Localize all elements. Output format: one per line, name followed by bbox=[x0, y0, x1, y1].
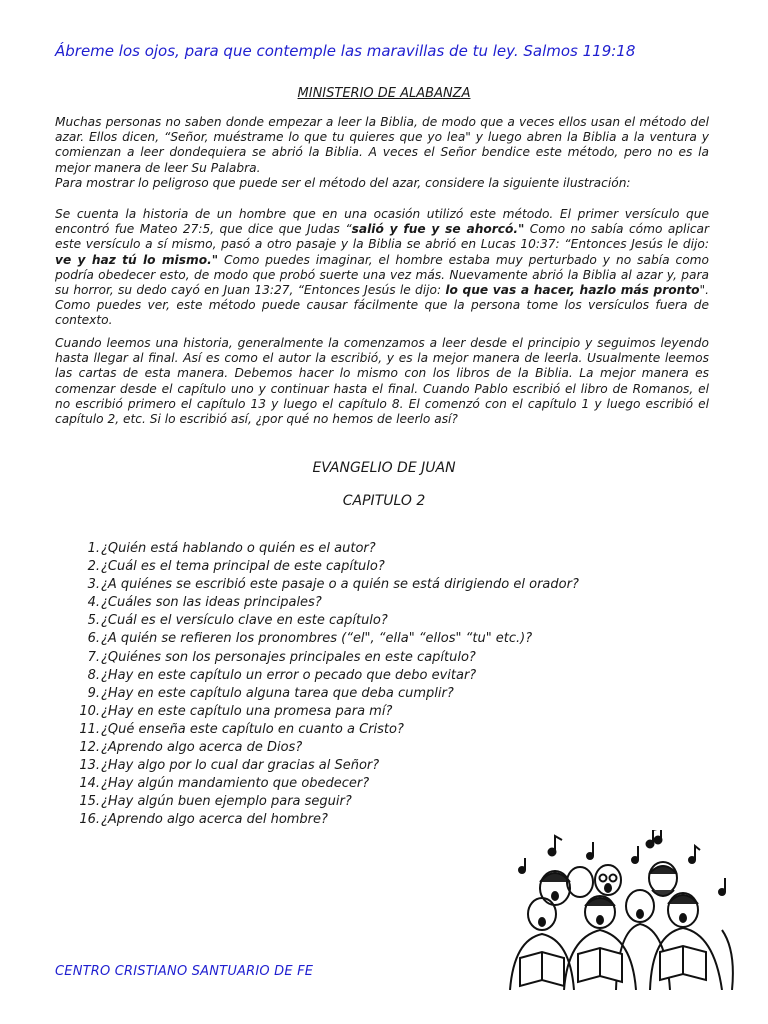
header-verse: Ábreme los ojos, para que contemple las maravillas de tu ley. Salmos 119:18 bbox=[55, 42, 636, 60]
p2-bold-2: ve y haz tú lo mismo." bbox=[55, 252, 219, 267]
question-text: ¿Hay algo por lo cual dar gracias al Señor? bbox=[101, 758, 380, 774]
question-item bbox=[55, 612, 675, 630]
page-title: MINISTERIO DE ALABANZA bbox=[297, 86, 471, 101]
question-number: 4. bbox=[87, 595, 100, 611]
question-item bbox=[55, 811, 675, 829]
question-item bbox=[55, 721, 675, 739]
question-text: ¿A quiénes se escribió este pasaje o a quién se está dirigiendo el orador? bbox=[101, 577, 579, 593]
question-number: 10. bbox=[79, 703, 100, 719]
intro-paragraph-1-text: Muchas personas no saben donde empezar a leer la Biblia, de modo que a veces ellos usan el método del azar. Ellos dicen, “Señor, muéstrame lo que tu quieres que yo lea" y luego abren la Biblia a la ventura y comienzan a leer dondequiera se abrió la Biblia. A veces el Señor bendice este método, pero no es la mejor manera de leer Su Palabra. bbox=[55, 115, 709, 175]
question-text: ¿Hay en este capítulo un error o pecado que debo evitar? bbox=[101, 667, 477, 683]
question-text: ¿Cuál es el versículo clave en este capítulo? bbox=[101, 613, 388, 629]
music-note-icon bbox=[519, 830, 725, 895]
p2-text-e: ". Como puedes ver, este método puede causar fácilmente que la persona tome los versículos fuera de contexto. bbox=[55, 283, 709, 328]
question-list bbox=[55, 540, 675, 830]
question-number: 15. bbox=[79, 794, 100, 810]
question-item bbox=[55, 703, 675, 721]
question-item bbox=[55, 630, 675, 648]
footer-org: CENTRO CRISTIANO SANTUARIO DE FE bbox=[55, 964, 314, 979]
question-item bbox=[55, 576, 675, 594]
question-number: 14. bbox=[79, 776, 100, 792]
question-text: ¿Quién está hablando o quién es el autor? bbox=[101, 541, 376, 556]
question-text: ¿Aprendo algo acerca de Dios? bbox=[101, 740, 303, 756]
intro-paragraph-1b-text: Para mostrar lo peligroso que puede ser el método del azar, considere la siguiente ilustración: bbox=[55, 175, 631, 190]
question-number: 11. bbox=[79, 721, 100, 737]
book-heading: EVANGELIO DE JUAN bbox=[312, 460, 456, 476]
question-number: 6. bbox=[87, 631, 100, 647]
question-number: 9. bbox=[87, 685, 100, 701]
p2-text-a: Se cuenta la historia de un hombre que en una ocasión utilizó este método. El primer versículo que encontró fue Mateo 27:5, que dice que Judas “ bbox=[55, 207, 709, 237]
intro-paragraph-1 bbox=[55, 115, 709, 191]
p2-text-d: Como puedes imaginar, el hombre estaba muy perturbado y no sabía como podría obedecer esto, de modo que probó suerte una vez más. Nuevamente abrió la Biblia al azar y, para su horror, su dedo cayó en Juan 13:27, “Entonces Jesús le dijo: bbox=[55, 252, 709, 298]
p2-bold-3: lo que vas a hacer, hazlo más pronto bbox=[445, 283, 700, 298]
question-text: ¿Quiénes son los personajes principales en este capítulo? bbox=[101, 649, 476, 665]
p2-text-c: Como no sabía cómo aplicar este versículo a sí mismo, pasó a otro pasaje y la Biblia se abrió en Lucas 10:37: “Entonces Jesús le dijo: bbox=[55, 222, 710, 252]
question-number: 1. bbox=[87, 541, 100, 556]
question-number: 7. bbox=[87, 649, 100, 665]
question-item bbox=[55, 540, 675, 558]
p2-bold-1: salió y fue y se ahorcó." bbox=[351, 222, 525, 237]
question-text: ¿Hay en este capítulo una promesa para mí? bbox=[101, 703, 393, 719]
question-text: ¿Cuál es el tema principal de este capítulo? bbox=[101, 559, 385, 575]
question-text: ¿Cuáles son las ideas principales? bbox=[101, 595, 322, 611]
choir-illustration bbox=[500, 830, 740, 990]
question-item bbox=[55, 739, 675, 757]
question-number: 2. bbox=[87, 559, 100, 575]
intro-paragraph-3: Cuando leemos una historia, generalmente la comenzamos a leer desde el principio y seguimos leyendo hasta llegar al final. Así es como el autor la escribió, y es la mejor manera de leerla. Usualmente leemos las cartas de esta manera. Debemos hacer lo mismo con los libros de la Biblia. La mejor manera es comenzar desde el capítulo uno y continuar hasta el final. Cuando Pablo escribió el libro de Romanos, el no escribió primero el capítulo 13 y luego el capítulo 8. El comenzó con el capítulo 1 y luego escribió el capítulo 2, etc. Si lo escribió así, ¿por qué no hemos de leerlo así? bbox=[55, 336, 709, 427]
question-item bbox=[55, 594, 675, 612]
question-text: ¿Qué enseña este capítulo en cuanto a Cristo? bbox=[101, 721, 404, 737]
question-number: 13. bbox=[79, 758, 100, 774]
question-item bbox=[55, 685, 675, 703]
question-item bbox=[55, 775, 675, 793]
question-item bbox=[55, 649, 675, 667]
question-text: ¿Hay algún buen ejemplo para seguir? bbox=[101, 794, 352, 810]
question-number: 3. bbox=[87, 577, 100, 593]
intro-paragraph-2 bbox=[55, 207, 709, 329]
chapter-heading: CAPITULO 2 bbox=[342, 493, 426, 509]
question-item bbox=[55, 667, 675, 685]
question-text: ¿Aprendo algo acerca del hombre? bbox=[101, 812, 328, 828]
question-text: ¿A quién se refieren los pronombres (“el", “ella" “ellos" “tu" etc.)? bbox=[101, 631, 533, 647]
question-text: ¿Hay algún mandamiento que obedecer? bbox=[101, 776, 370, 792]
question-number: 12. bbox=[79, 740, 100, 756]
question-number: 5. bbox=[87, 613, 100, 629]
question-text: ¿Hay en este capítulo alguna tarea que deba cumplir? bbox=[101, 685, 454, 701]
question-number: 8. bbox=[87, 667, 100, 683]
question-item bbox=[55, 757, 675, 775]
question-item bbox=[55, 558, 675, 576]
question-item bbox=[55, 793, 675, 811]
question-number: 16. bbox=[79, 812, 100, 828]
